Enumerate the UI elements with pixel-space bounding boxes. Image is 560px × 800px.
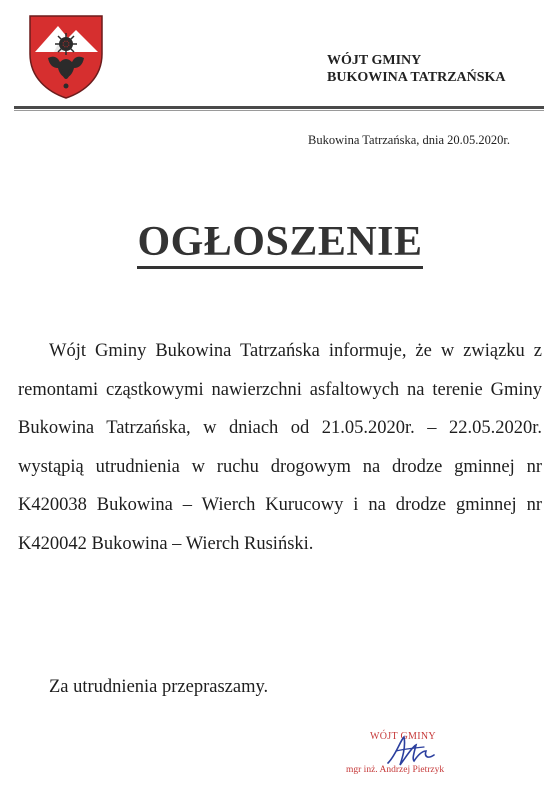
office-header-line2: BUKOWINA TATRZAŃSKA (327, 70, 506, 85)
announcement-title (0, 218, 560, 266)
announcement-title-text: OGŁOSZENIE (137, 219, 422, 269)
stamp-name: mgr inż. Andrzej Pietrzyk (346, 765, 445, 775)
place-date: Bukowina Tatrzańska, dnia 20.05.2020r. (308, 133, 510, 147)
stamp-title: WÓJT GMINY (370, 731, 436, 742)
header-divider (14, 106, 544, 111)
office-header-line1: WÓJT GMINY (327, 53, 422, 68)
office-header (327, 52, 506, 86)
closing-line: Za utrudnienia przepraszamy. (49, 677, 269, 697)
signature-icon (382, 733, 442, 769)
announcement-paragraph: Wójt Gminy Bukowina Tatrzańska informuje, że w związku z remontami cząstkowymi nawierzchni asfaltowych na terenie Gminy Bukowina Tatrzańska, w dniach od 21.05.2020r. – 22.05.2020r. wystąpią utrudnienia w ruchu drogowym na drodze gminnej nr K420038 Bukowina – Wierch Kurucowy i na drodze gminnej nr K420042 Bukowina – Wierch Rusiński. (18, 341, 542, 554)
official-stamp (322, 728, 482, 790)
coat-of-arms-icon (26, 14, 106, 100)
announcement-body (18, 332, 542, 563)
